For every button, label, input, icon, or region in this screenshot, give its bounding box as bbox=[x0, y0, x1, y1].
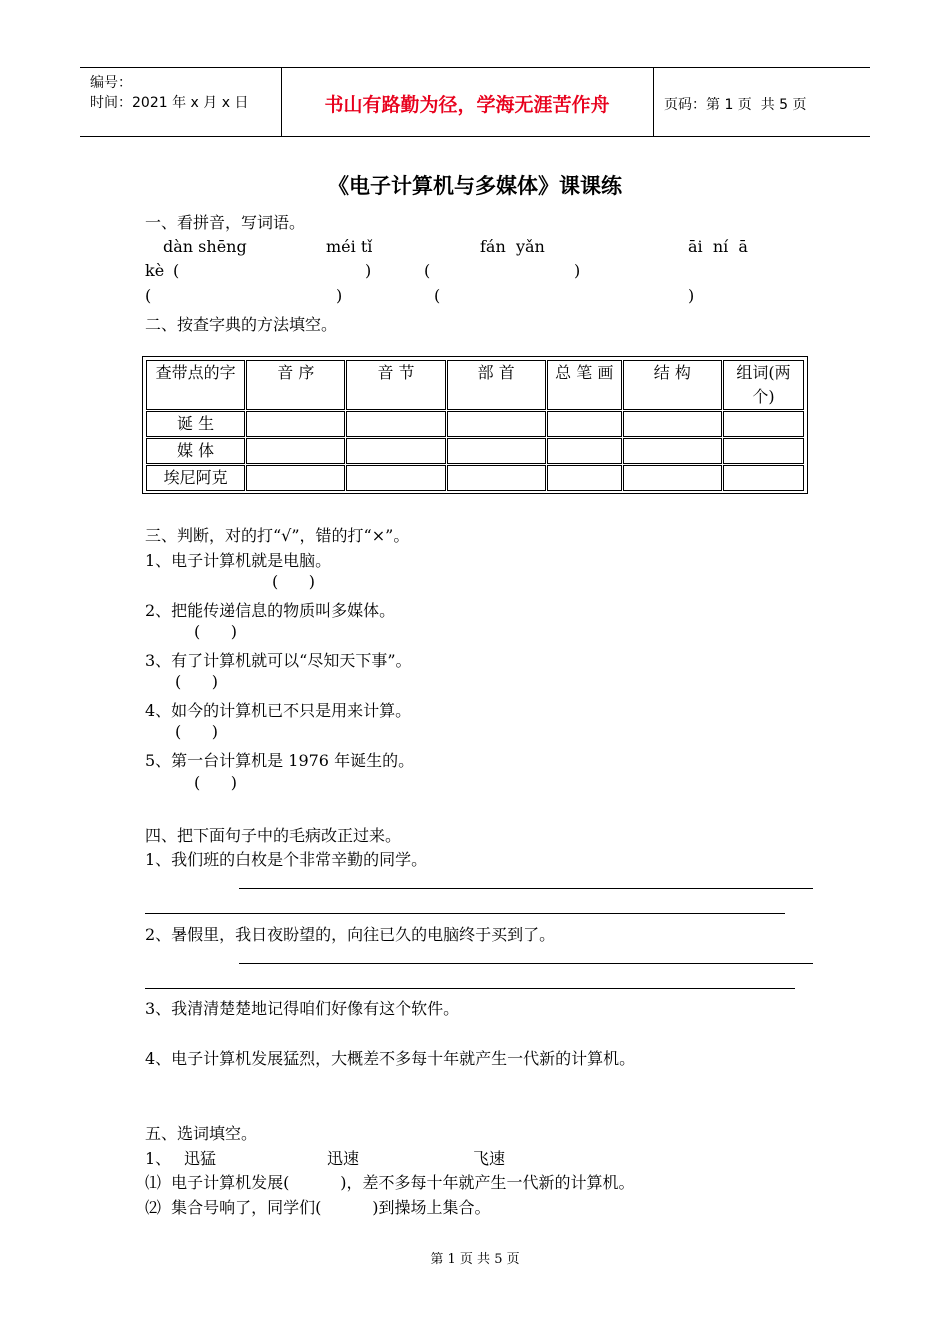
paren-close: ) bbox=[336, 286, 343, 305]
section2-heading: 二、按查字典的方法填空。 bbox=[145, 315, 338, 334]
header-page-cell bbox=[654, 68, 870, 136]
section3-heading: 三、判断，对的打“√”，错的打“×”。 bbox=[145, 526, 410, 545]
answer-cell[interactable] bbox=[547, 411, 622, 437]
judge-item: 5、第一台计算机是 1976 年诞生的。 bbox=[145, 751, 415, 770]
table-header-cell: 查带点的字 bbox=[146, 360, 245, 410]
answer-cell[interactable] bbox=[246, 438, 345, 464]
correction-item: 4、电子计算机发展猛烈，大概差不多每十年就产生一代新的计算机。 bbox=[145, 1049, 636, 1068]
judge-paren[interactable]: ( ) bbox=[175, 722, 218, 741]
judge-paren[interactable]: ( ) bbox=[175, 672, 218, 691]
answer-cell[interactable] bbox=[623, 411, 722, 437]
paren-close: ) bbox=[365, 261, 372, 280]
document-title: 《电子计算机与多媒体》课课练 bbox=[328, 174, 622, 198]
paren-open: ( bbox=[173, 261, 180, 280]
answer-line[interactable] bbox=[145, 913, 785, 914]
table-header-row bbox=[146, 360, 804, 410]
fill-question: ⑵ 集合号响了，同学们( )到操场上集合。 bbox=[145, 1198, 491, 1217]
page-info: 页码：第 1 页 共 5 页 bbox=[664, 97, 807, 113]
answer-cell[interactable] bbox=[547, 465, 622, 491]
table-header-cell: 组词(两个) bbox=[723, 360, 804, 410]
answer-line[interactable] bbox=[145, 988, 795, 989]
choice-word: 迅速 bbox=[327, 1149, 360, 1168]
date-label: 时间：2021 年 x 月 x 日 bbox=[90, 95, 249, 111]
answer-cell[interactable] bbox=[723, 465, 804, 491]
paren-close: ) bbox=[688, 286, 695, 305]
judge-paren[interactable]: ( ) bbox=[194, 622, 237, 641]
paren-open: ( bbox=[424, 261, 431, 280]
table-row bbox=[146, 438, 804, 464]
fill-question: ⑴ 电子计算机发展( )，差不多每十年就产生一代新的计算机。 bbox=[145, 1173, 635, 1192]
judge-item: 4、如今的计算机已不只是用来计算。 bbox=[145, 701, 412, 720]
row-label: 媒 体 bbox=[146, 438, 245, 464]
answer-line[interactable] bbox=[239, 888, 813, 889]
answer-cell[interactable] bbox=[246, 465, 345, 491]
section4-heading: 四、把下面句子中的毛病改正过来。 bbox=[145, 826, 402, 845]
table-header-cell: 音 节 bbox=[346, 360, 445, 410]
answer-cell[interactable] bbox=[447, 411, 546, 437]
section5-heading: 五、选词填空。 bbox=[145, 1124, 258, 1143]
answer-cell[interactable] bbox=[723, 438, 804, 464]
table-header-cell: 部 首 bbox=[447, 360, 546, 410]
judge-paren[interactable]: ( ) bbox=[194, 773, 237, 792]
answer-cell[interactable] bbox=[447, 438, 546, 464]
choice-prefix: 1、 bbox=[145, 1149, 172, 1168]
answer-cell[interactable] bbox=[346, 411, 445, 437]
correction-item: 2、暑假里，我日夜盼望的，向往已久的电脑终于买到了。 bbox=[145, 925, 556, 944]
answer-cell[interactable] bbox=[623, 438, 722, 464]
section1-heading: 一、看拼音，写词语。 bbox=[145, 213, 306, 232]
pinyin-4: āi ní ā bbox=[688, 237, 748, 256]
answer-cell[interactable] bbox=[346, 465, 445, 491]
choice-word: 迅猛 bbox=[184, 1149, 217, 1168]
row-label: 埃尼阿克 bbox=[146, 465, 245, 491]
answer-cell[interactable] bbox=[346, 438, 445, 464]
answer-cell[interactable] bbox=[623, 465, 722, 491]
dictionary-table bbox=[142, 356, 808, 494]
paren-open: ( bbox=[145, 286, 152, 305]
row-label: 诞 生 bbox=[146, 411, 245, 437]
serial-label: 编号： bbox=[90, 75, 132, 91]
pinyin-1: dàn shēng bbox=[163, 237, 247, 256]
table-header-cell: 总 笔 画 bbox=[547, 360, 622, 410]
table-row bbox=[146, 411, 804, 437]
answer-cell[interactable] bbox=[723, 411, 804, 437]
page-header bbox=[80, 67, 870, 137]
header-meta-cell bbox=[80, 68, 282, 136]
page-footer: 第 1 页 共 5 页 bbox=[430, 1252, 520, 1267]
pinyin-3: fán yǎn bbox=[480, 237, 545, 256]
judge-item: 2、把能传递信息的物质叫多媒体。 bbox=[145, 601, 396, 620]
correction-item: 3、我清清楚楚地记得咱们好像有这个软件。 bbox=[145, 999, 460, 1018]
correction-item: 1、我们班的白枚是个非常辛勤的同学。 bbox=[145, 850, 428, 869]
table-header-cell: 结 构 bbox=[623, 360, 722, 410]
answer-cell[interactable] bbox=[246, 411, 345, 437]
judge-paren[interactable]: ( ) bbox=[272, 572, 315, 591]
motto: 书山有路勤为径，学海无涯苦作舟 bbox=[324, 94, 610, 116]
pinyin-2: méi tǐ bbox=[326, 237, 373, 256]
answer-cell[interactable] bbox=[547, 438, 622, 464]
judge-item: 3、有了计算机就可以“尽知天下事”。 bbox=[145, 651, 412, 670]
paren-open: ( bbox=[434, 286, 441, 305]
judge-item: 1、电子计算机就是电脑。 bbox=[145, 551, 332, 570]
table-header-cell: 音 序 bbox=[246, 360, 345, 410]
pinyin-tail: kè bbox=[145, 261, 165, 280]
table-row bbox=[146, 465, 804, 491]
paren-close: ) bbox=[574, 261, 581, 280]
answer-cell[interactable] bbox=[447, 465, 546, 491]
choice-word: 飞速 bbox=[473, 1149, 506, 1168]
header-motto-cell bbox=[281, 68, 654, 136]
answer-line[interactable] bbox=[239, 963, 813, 964]
